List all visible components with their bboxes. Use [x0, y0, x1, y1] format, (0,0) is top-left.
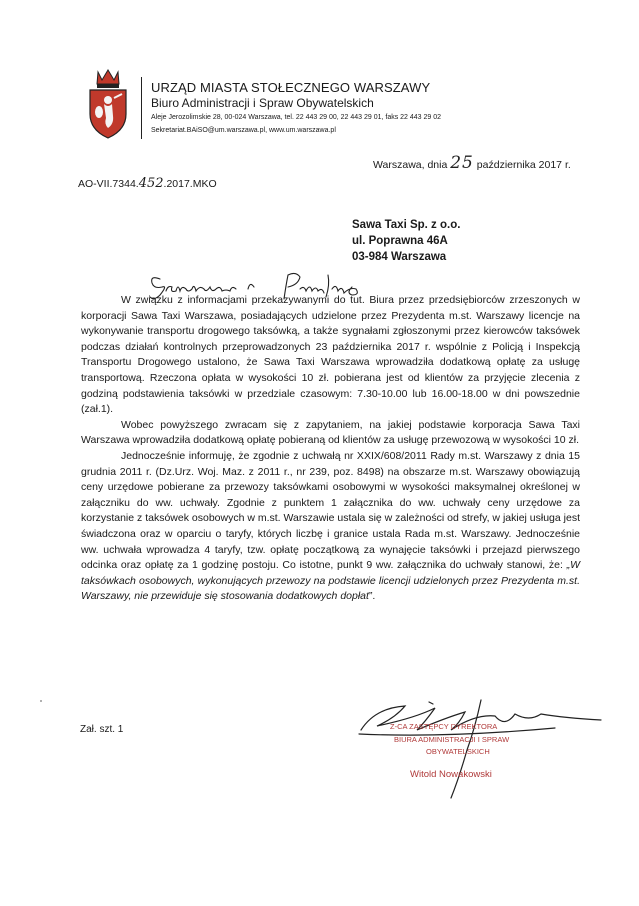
warsaw-crest-logo	[84, 68, 132, 140]
contact-line: Sekretariat.BAiSO@um.warszawa.pl, www.um.warszawa.pl	[151, 127, 336, 134]
signature-title-1: Z-CA ZASTĘPCY DYREKTORA	[390, 722, 498, 731]
date-day-handwritten: 25	[450, 153, 474, 173]
reference-suffix: .2017.MKO	[163, 178, 217, 190]
department-name: Biuro Administracji i Spraw Obywatelskich	[151, 96, 374, 110]
recipient-line-2: ul. Poprawna 46A	[352, 235, 448, 247]
paragraph-3-text: Jednocześnie informuję, że zgodnie z uchwałą nr XXIX/608/2011 Rady m.st. Warszawy z dnia 15 grudnia 2011 r. (Dz.Urz. Woj. Maz. z 2011 r., nr 239, poz. 8498) na obszarze m.st. Warszawy obowiązują ceny urzędowe pobierane za przewozy taksówkami osobowymi w wysokości maksymalnej określonej w załączniku do ww. uchwały. Zgodnie z punktem 1 załącznika do ww. uchwały ceny urzędowe za korzystanie z taksówek osobowych w m.st. Warszawie ustala się w zależności od strefy, w jakiej usługa jest świadczona oraz w oparciu o taryfy, których liczbę i granice ustala Rada m.st. Warszawy. Jednocześnie ww. uchwała wprowadza 4 taryfy, tzw. opłatę początkową za wynajęcie taksówki i przejazd pierwszego odcinka oraz opłatę za 1 godzinę postoju. Co istotne, punkt 9 ww. załącznika do uchwały stanowi, że:	[81, 449, 580, 572]
date-suffix: października 2017 r.	[476, 159, 571, 171]
signature-title-3: OBYWATELSKICH	[426, 747, 490, 756]
body-paragraph-3	[81, 449, 580, 605]
recipient-line-1: Sawa Taxi Sp. z o.o.	[352, 219, 461, 231]
signature-title-2: BIURA ADMINISTRACJI I SPRAW	[394, 735, 510, 744]
letterhead-divider	[141, 77, 142, 139]
quote-end: ”.	[368, 590, 376, 603]
recipient-block	[352, 217, 460, 265]
date-prefix: Warszawa, dnia	[373, 159, 448, 171]
quoted-regulation: „W taksówkach osobowych, wykonujących przewozy na podstawie licencji udzielonych przez Prezydenta m.st. Warszawy, nie przewiduje się stosowania dodatkowych dopłat	[81, 559, 580, 603]
address-line: Aleje Jerozolimskie 28, 00-024 Warszawa, tel. 22 443 29 00, 22 443 29 01, faks 22 443 29 02	[151, 114, 442, 121]
body-paragraph-2: Wobec powyższego zwracam się z zapytaniem, na jakiej podstawie korporacja Sawa Taxi Warszawa wprowadziła dodatkową opłatę pobieraną od klientów za usługę przewozową w wysokości 10 zł.	[81, 418, 580, 447]
letter-body	[81, 293, 580, 605]
body-paragraph-1: W związku z informacjami przekazywanymi do tut. Biura przez przedsiębiorców zrzeszonych w korporacji Sawa Taxi Warszawa, posiadających udzielone przez Prezydenta m.st. Warszawy licencje na wykonywanie transportu drogowego taksówką, a także sygnałami zgłoszonymi przez kierowców taksówek podczas działań kontrolnych przeprowadzonych 23 października 2017 r. wspólnie z Policją i Inspekcją Transportu Drogowego ustalono, że Sawa Taxi Warszawa wprowadziła dodatkową opłatę za usługę transportową. Rzeczona opłata w wysokości 10 zł. pobierana jest od klientów za przyjęcie zlecenia z godziną podstawienia taksówki w przedziale czasowym: 7.30-10.00 lub 16.00-18.00 w dni powszednie (zał.1).	[81, 294, 580, 416]
org-name: URZĄD MIASTA STOŁECZNEGO WARSZAWY	[151, 80, 431, 95]
enclosure-note: Zał. szt. 1	[80, 724, 124, 735]
signatory-name: Witold Nowakowski	[410, 769, 492, 780]
reference-number-handwritten: 452	[138, 176, 164, 191]
handwritten-signature	[355, 688, 605, 803]
recipient-line-3: 03-984 Warszawa	[352, 251, 447, 263]
scan-speck	[40, 700, 42, 702]
reference-prefix: AO-VII.7344.	[78, 178, 139, 190]
reference-number	[78, 176, 217, 191]
letter-date	[373, 153, 571, 173]
